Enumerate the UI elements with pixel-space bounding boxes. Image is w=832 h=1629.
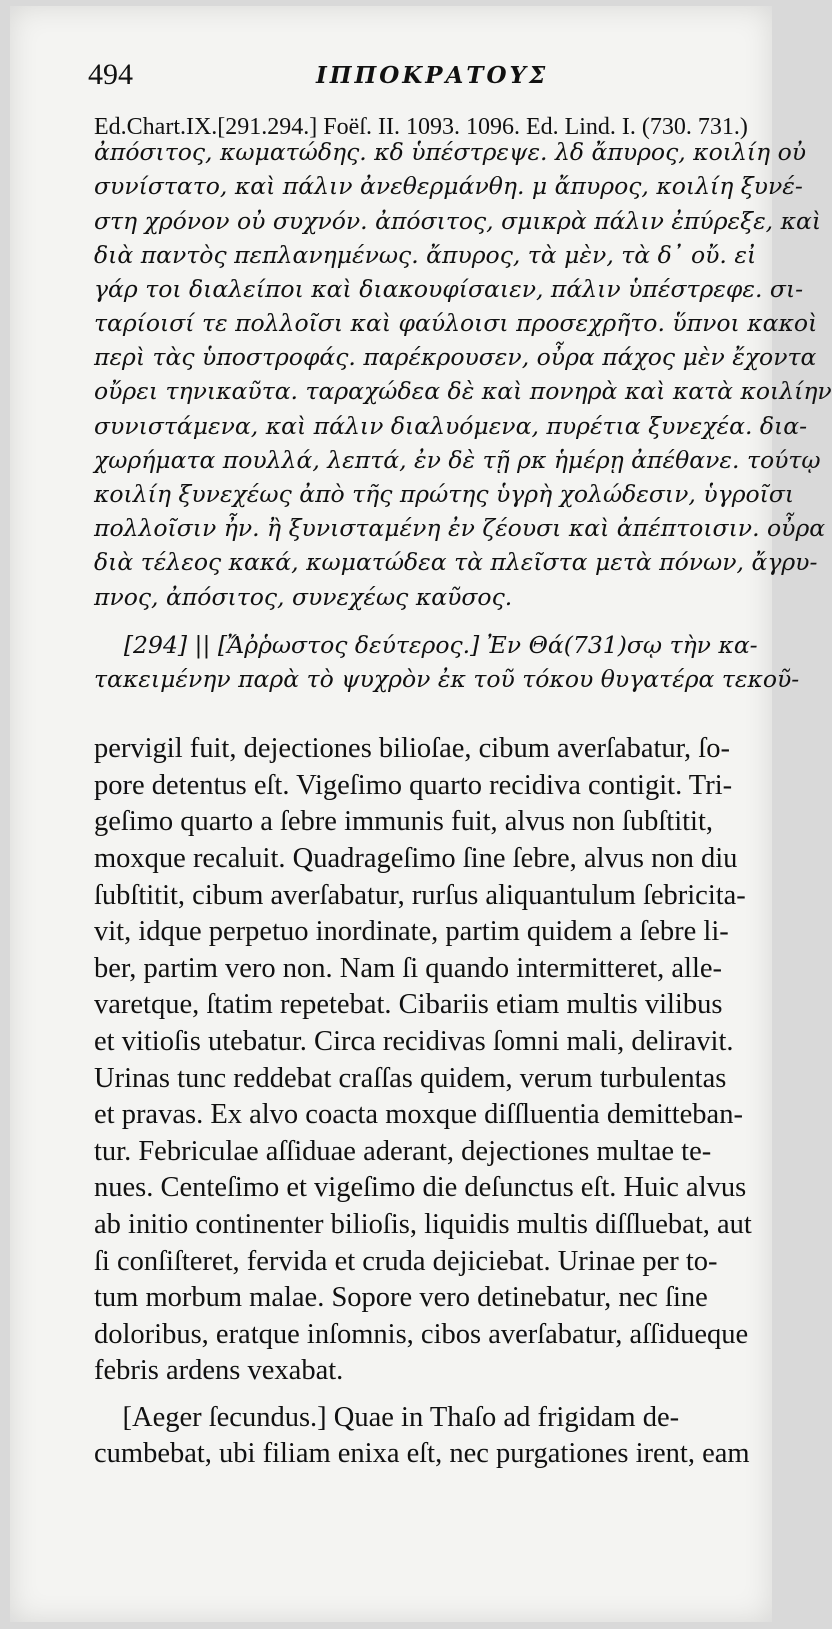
greek-line: διὰ παντὸς πεπλανημένως. ἄπυρος, τὰ μὲν, τὰ δ᾽ οὔ. εἰ: [94, 241, 757, 269]
latin-line: febris ardens vexabat.: [94, 1355, 344, 1386]
greek-line: ἀπόσιτος, κωματώδης. κδ ὑπέστρεψε. λδ ἄπυρος, κοιλίη οὐ: [94, 138, 807, 166]
greek-line: χωρήματα πουλλά, λεπτά, ἐν δὲ τῇ ρκ ἡμέρῃ ἀπέθανε. τούτῳ: [94, 446, 821, 474]
greek-line: στη χρόνον οὐ συχνόν. ἀπόσιτος, σμικρὰ πάλιν ἐπύρεξε, καὶ: [94, 207, 822, 235]
latin-line: nues. Centeſimo et vigeſimo die deſunctus eſt. Huic alvus: [94, 1172, 747, 1203]
running-title: ΙΠΠΟΚΡΑΤΟΥΣ: [316, 62, 549, 89]
latin-line: cumbebat, ubi filiam enixa eſt, nec purgationes irent, eam: [94, 1438, 750, 1469]
latin-line: ber, partim vero non. Nam ſi quando intermitteret, alle-: [94, 953, 723, 984]
greek-line: πνος, ἀπόσιτος, συνεχέως καῦσος.: [94, 583, 513, 611]
greek-line: συνιστάμενα, καὶ πάλιν διαλυόμενα, πυρέτια ξυνεχέα. δια-: [94, 412, 808, 440]
latin-line: et pravas. Ex alvo coacta moxque diſſluentia demitteban-: [94, 1099, 743, 1130]
latin-line: tur. Febriculae aſſiduae aderant, dejectiones multae te-: [94, 1136, 712, 1167]
greek-line: οὔρει τηνικαῦτα. ταραχώδεα δὲ καὶ πονηρὰ καὶ κατὰ κοιλίην: [94, 377, 832, 405]
greek-line: κοιλίη ξυνεχέως ἀπὸ τῆς πρώτης ὑγρὴ χολώδεσιν, ὑγροῖσι: [94, 480, 795, 508]
page-header: [88, 58, 648, 98]
greek-line: γάρ τοι διαλείποι καὶ διακουφίσαιεν, πάλιν ὑπέστρεφε. σι-: [94, 275, 804, 303]
latin-line: ſubſtitit, cibum averſabatur, rurſus aliquantulum ſebricita-: [94, 880, 746, 911]
latin-line: moxque recaluit. Quadrageſimo ſine ſebre, alvus non diu: [94, 843, 738, 874]
page-number: 494: [88, 58, 133, 91]
greek-line: [294] || [Ἄῤῥωστος δεύτερος.] Ἐν Θά(731)σῳ τὴν κα-: [94, 631, 758, 659]
latin-line: doloribus, eratque inſomnis, cibos averſabatur, aſſidueque: [94, 1319, 749, 1350]
latin-line: geſimo quarto a ſebre immunis fuit, alvus non ſubſtitit,: [94, 806, 713, 837]
greek-line: διὰ τέλεος κακά, κωματώδεα τὰ πλεῖστα μετὰ πόνων, ἄγρυ-: [94, 548, 818, 576]
latin-line: pore detentus eſt. Vigeſimo quarto recidiva contigit. Tri-: [94, 770, 733, 801]
greek-line: τακειμένην παρὰ τὸ ψυχρὸν ἐκ τοῦ τόκου θυγατέρα τεκοῦ-: [94, 665, 800, 693]
latin-line: ab initio continenter bilioſis, liquidis multis diſſluebat, aut: [94, 1209, 752, 1240]
latin-line: ſi conſiſteret, fervida et cruda dejiciebat. Urinae per to-: [94, 1246, 718, 1277]
edition-references: Ed.Chart.IX.[291.294.] Foëſ. II. 1093. 1096. Ed. Lind. I. (730. 731.): [94, 114, 748, 140]
book-page: [10, 6, 832, 1622]
latin-line: varetque, ſtatim repetebat. Cibariis etiam multis vilibus: [94, 989, 723, 1020]
latin-line: et vitioſis utebatur. Circa recidivas ſomni mali, deliravit.: [94, 1026, 734, 1057]
greek-line: συνίστατο, καὶ πάλιν ἀνεθερμάνθη. μ ἄπυρος, κοιλίη ξυνέ-: [94, 172, 803, 200]
greek-line: ταρίοισί τε πολλοῖσι καὶ φαύλοισι προσεχρῆτο. ὕπνοι κακοὶ: [94, 309, 818, 337]
latin-line: Urinas tunc reddebat craſſas quidem, verum turbulentas: [94, 1063, 727, 1094]
latin-line: pervigil fuit, dejectiones bilioſae, cibum averſabatur, ſo-: [94, 733, 730, 764]
latin-line: [Aeger ſecundus.] Quae in Thaſo ad frigidam de-: [94, 1402, 680, 1433]
greek-line: πολλοῖσιν ἦν. ἢ ξυνισταμένη ἐν ζέουσι καὶ ἀπέπτοισιν. οὖρα: [94, 514, 826, 542]
latin-line: tum morbum malae. Sopore vero detinebatur, nec ſine: [94, 1282, 708, 1313]
latin-line: vit, idque perpetuo inordinate, partim quidem a ſebre li-: [94, 916, 729, 947]
greek-line: περὶ τὰς ὑποστροφάς. παρέκρουσεν, οὖρα πάχος μὲν ἔχοντα: [94, 343, 817, 371]
